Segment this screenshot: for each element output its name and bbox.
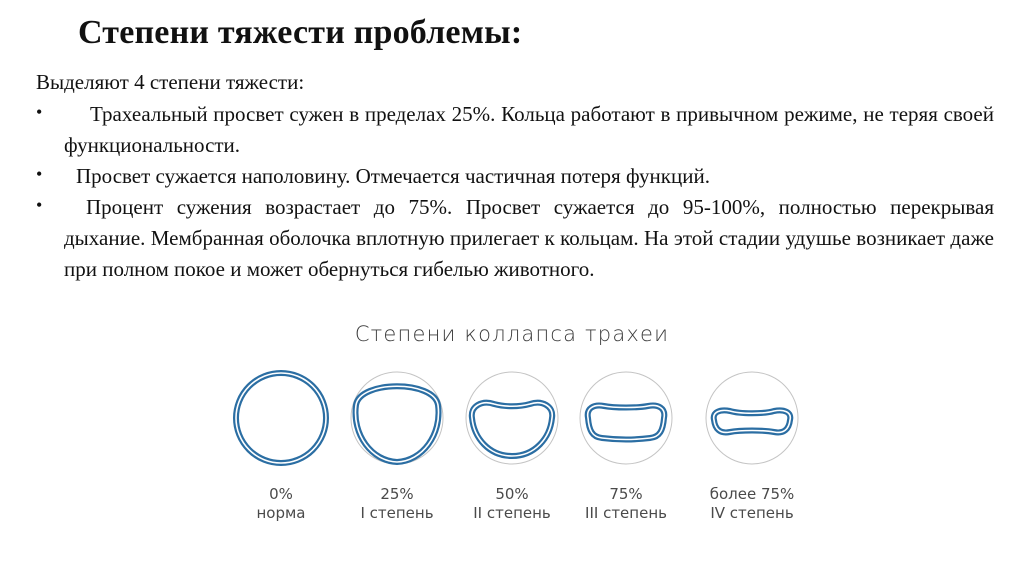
stage-2-ring-icon	[466, 372, 558, 464]
stage-4-label	[692, 485, 812, 523]
page-title: Степени тяжести проблемы:	[78, 14, 523, 51]
stage-percent: 50%	[495, 485, 529, 503]
stage-name: III степень	[585, 504, 667, 522]
stage-3-ring-icon	[580, 372, 672, 464]
stage-name: I степень	[360, 504, 434, 522]
stage-percent: более 75%	[709, 485, 795, 503]
bullet-text: Процент сужения возрастает до 75%. Просвет сужается до 95-100%, полностью перекрывая дыхание. Мембранная оболочка вплотную прилегает к кольцам. На этой стадии удушье возникает даже при полном покое и может обернуться гибелью животного.	[64, 195, 994, 281]
stage-1-label	[337, 485, 457, 523]
list-item	[36, 99, 994, 161]
stage-0-label	[221, 485, 341, 523]
bullet-list	[36, 99, 994, 285]
list-item	[36, 192, 994, 285]
stage-percent: 0%	[269, 485, 293, 503]
stage-1-ring-icon	[351, 372, 443, 464]
bullet-icon: •	[36, 102, 43, 122]
stage-0-ring-icon	[236, 373, 326, 463]
stage-name: II степень	[473, 504, 551, 522]
bullet-text: Просвет сужается наполовину. Отмечается частичная потеря функций.	[76, 164, 710, 188]
list-item	[36, 161, 994, 192]
stage-name: норма	[256, 504, 306, 522]
stage-name: IV степень	[710, 504, 794, 522]
bullet-text: Трахеальный просвет сужен в пределах 25%. Кольца работают в привычном режиме, не теряя своей функциональности.	[64, 102, 994, 157]
stage-3-label	[566, 485, 686, 523]
intro-text: Выделяют 4 степени тяжести:	[36, 70, 305, 94]
bullet-icon: •	[36, 195, 43, 215]
stage-percent: 75%	[609, 485, 643, 503]
stage-4-ring-icon	[706, 372, 798, 464]
stage-2-label	[452, 485, 572, 523]
figure-title: Степени коллапса трахеи	[354, 322, 670, 346]
bullet-icon: •	[36, 164, 43, 184]
trachea-collapse-diagram	[0, 360, 1024, 480]
stage-percent: 25%	[380, 485, 414, 503]
